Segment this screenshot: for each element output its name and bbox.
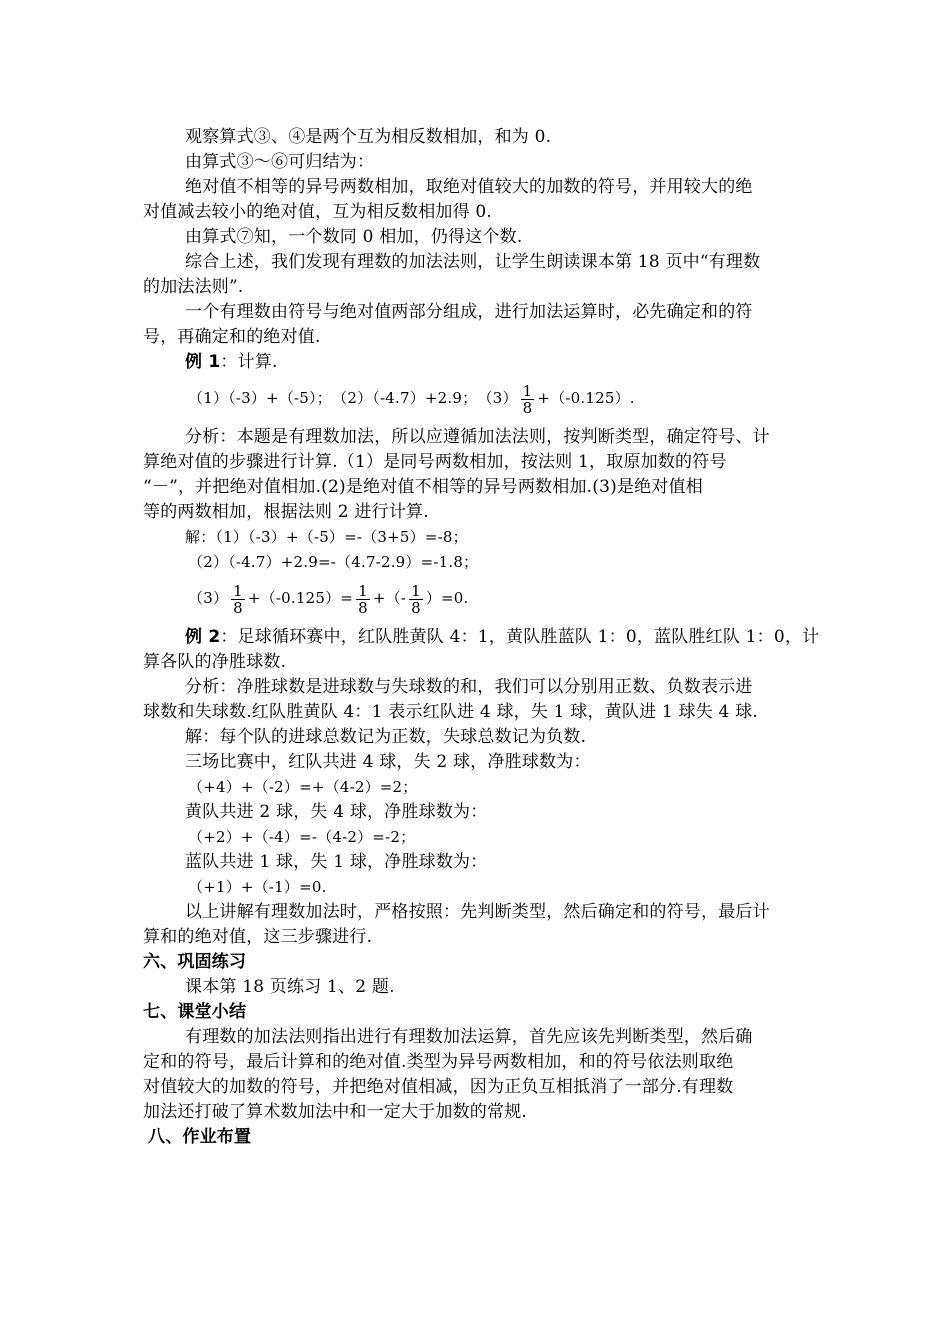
fraction-numerator: 1 xyxy=(411,581,421,600)
paragraph-line: 观察算式③、④是两个互为相反数相加，和为 0. xyxy=(185,127,552,147)
example-1-items-b: +（-0.125）. xyxy=(537,389,635,407)
paragraph-line: 以上讲解有理数加法时，严格按照：先判断类型，然后确定和的符号，最后计 xyxy=(185,902,770,922)
analysis-line: “－”，并把绝对值相加.(2)是绝对值不相等的异号两数相加.(3)是绝对值相 xyxy=(143,477,703,497)
example-1-items-a: （1）（-3）+（-5）； （2）（-4.7）+2.9； （3） xyxy=(188,389,518,407)
paragraph-line: 有理数的加法法则指出进行有理数加法运算，首先应该先判断类型，然后确 xyxy=(185,1027,753,1047)
fraction-denominator: 8 xyxy=(411,598,421,617)
fraction-denominator: 8 xyxy=(358,598,368,617)
solution-line-fraction xyxy=(188,578,469,618)
example-1-heading xyxy=(185,350,278,375)
analysis-line: 分析：本题是有理数加法，所以应遵循加法法则，按判断类型，确定符号、计 xyxy=(185,427,770,447)
paragraph-line: 课本第 18 页练习 1、2 题. xyxy=(185,977,395,997)
fraction-denominator: 8 xyxy=(522,398,533,417)
fraction-numerator: 1 xyxy=(522,381,533,400)
solution-line: 解：（1）（-3）+（-5）=-（3+5）=-8； xyxy=(185,528,468,546)
solution-part: ）=0. xyxy=(425,589,469,607)
example-2-text: ：足球循环赛中，红队胜黄队 4：1，黄队胜蓝队 1：0，蓝队胜红队 1：0，计 xyxy=(220,627,820,647)
example-1-text: ：计算. xyxy=(220,352,278,372)
section-heading-6: 六、巩固练习 xyxy=(143,952,247,972)
example-1-label: 例 1 xyxy=(185,352,221,372)
solution-part: +（- xyxy=(372,589,407,607)
solution-line: （+1）+（-1）=0. xyxy=(188,878,327,896)
paragraph-line: 的加法法则”. xyxy=(143,277,244,297)
example-1-items xyxy=(188,378,635,418)
analysis-line: 分析：净胜球数是进球数与失球数的和，我们可以分别用正数、负数表示进 xyxy=(185,677,753,697)
example-2-label: 例 2 xyxy=(185,627,221,647)
solution-part: （3） xyxy=(188,589,229,607)
fraction-numerator: 1 xyxy=(358,581,368,600)
analysis-line: 算绝对值的步骤进行计算.（1）是同号两数相加，按法则 1，取原加数的符号 xyxy=(143,452,727,472)
solution-line: 蓝队共进 1 球，失 1 球，净胜球数为： xyxy=(185,852,488,872)
solution-line: 解：每个队的进球总数记为正数，失球总数记为负数. xyxy=(185,727,587,747)
paragraph-line: 算各队的净胜球数. xyxy=(143,652,287,672)
paragraph-line: 一个有理数由符号与绝对值两部分组成，进行加法运算时，必先确定和的符 xyxy=(185,302,753,322)
paragraph-line: 由算式⑦知，一个数同 0 相加，仍得这个数. xyxy=(185,227,523,247)
solution-line: （+2）+（-4）=-（4-2）=-2； xyxy=(188,828,416,846)
paragraph-line: 算和的绝对值，这三步骤进行. xyxy=(143,927,373,947)
section-heading-8: 八、作业布置 xyxy=(148,1127,252,1147)
paragraph-line: 绝对值不相等的异号两数相加，取绝对值较大的加数的符号，并用较大的绝 xyxy=(185,177,753,197)
analysis-line: 等的两数相加，根据法则 2 进行计算. xyxy=(143,502,429,522)
fraction xyxy=(356,583,370,616)
paragraph-line: 对值减去较小的绝对值，互为相反数相加得 0. xyxy=(143,202,493,222)
fraction-numerator: 1 xyxy=(233,581,243,600)
paragraph-line: 定和的符号，最后计算和的绝对值.类型为异号两数相加，和的符号依法则取绝 xyxy=(143,1052,734,1072)
fraction xyxy=(521,383,535,416)
solution-line: （2）（-4.7）+2.9=-（4.7-2.9）=-1.8； xyxy=(188,553,479,571)
solution-line: 三场比赛中，红队共进 4 球，失 2 球，净胜球数为： xyxy=(185,752,591,772)
paragraph-line: 加法还打破了算术数加法中和一定大于加数的常规. xyxy=(143,1102,528,1122)
section-heading-7: 七、课堂小结 xyxy=(143,1002,247,1022)
fraction xyxy=(409,583,423,616)
paragraph-line: 对值较大的加数的符号，并把绝对值相减，因为正负互相抵消了一部分.有理数 xyxy=(143,1077,734,1097)
example-2-heading xyxy=(185,625,819,650)
paragraph-line: 由算式③～⑥可归结为： xyxy=(185,152,375,172)
solution-line: 黄队共进 2 球，失 4 球，净胜球数为： xyxy=(185,802,488,822)
solution-part: +（-0.125）= xyxy=(247,589,354,607)
fraction xyxy=(231,583,245,616)
analysis-line: 球数和失球数.红队胜黄队 4：1 表示红队进 4 球，失 1 球，黄队进 1 球失 4 球. xyxy=(143,702,758,722)
paragraph-line: 号，再确定和的绝对值. xyxy=(143,327,321,347)
solution-line: （+4）+（-2）=+（4-2）=2； xyxy=(188,778,418,796)
fraction-denominator: 8 xyxy=(233,598,243,617)
paragraph-line: 综合上述，我们发现有理数的加法法则，让学生朗读课本第 18 页中“有理数 xyxy=(185,252,761,272)
